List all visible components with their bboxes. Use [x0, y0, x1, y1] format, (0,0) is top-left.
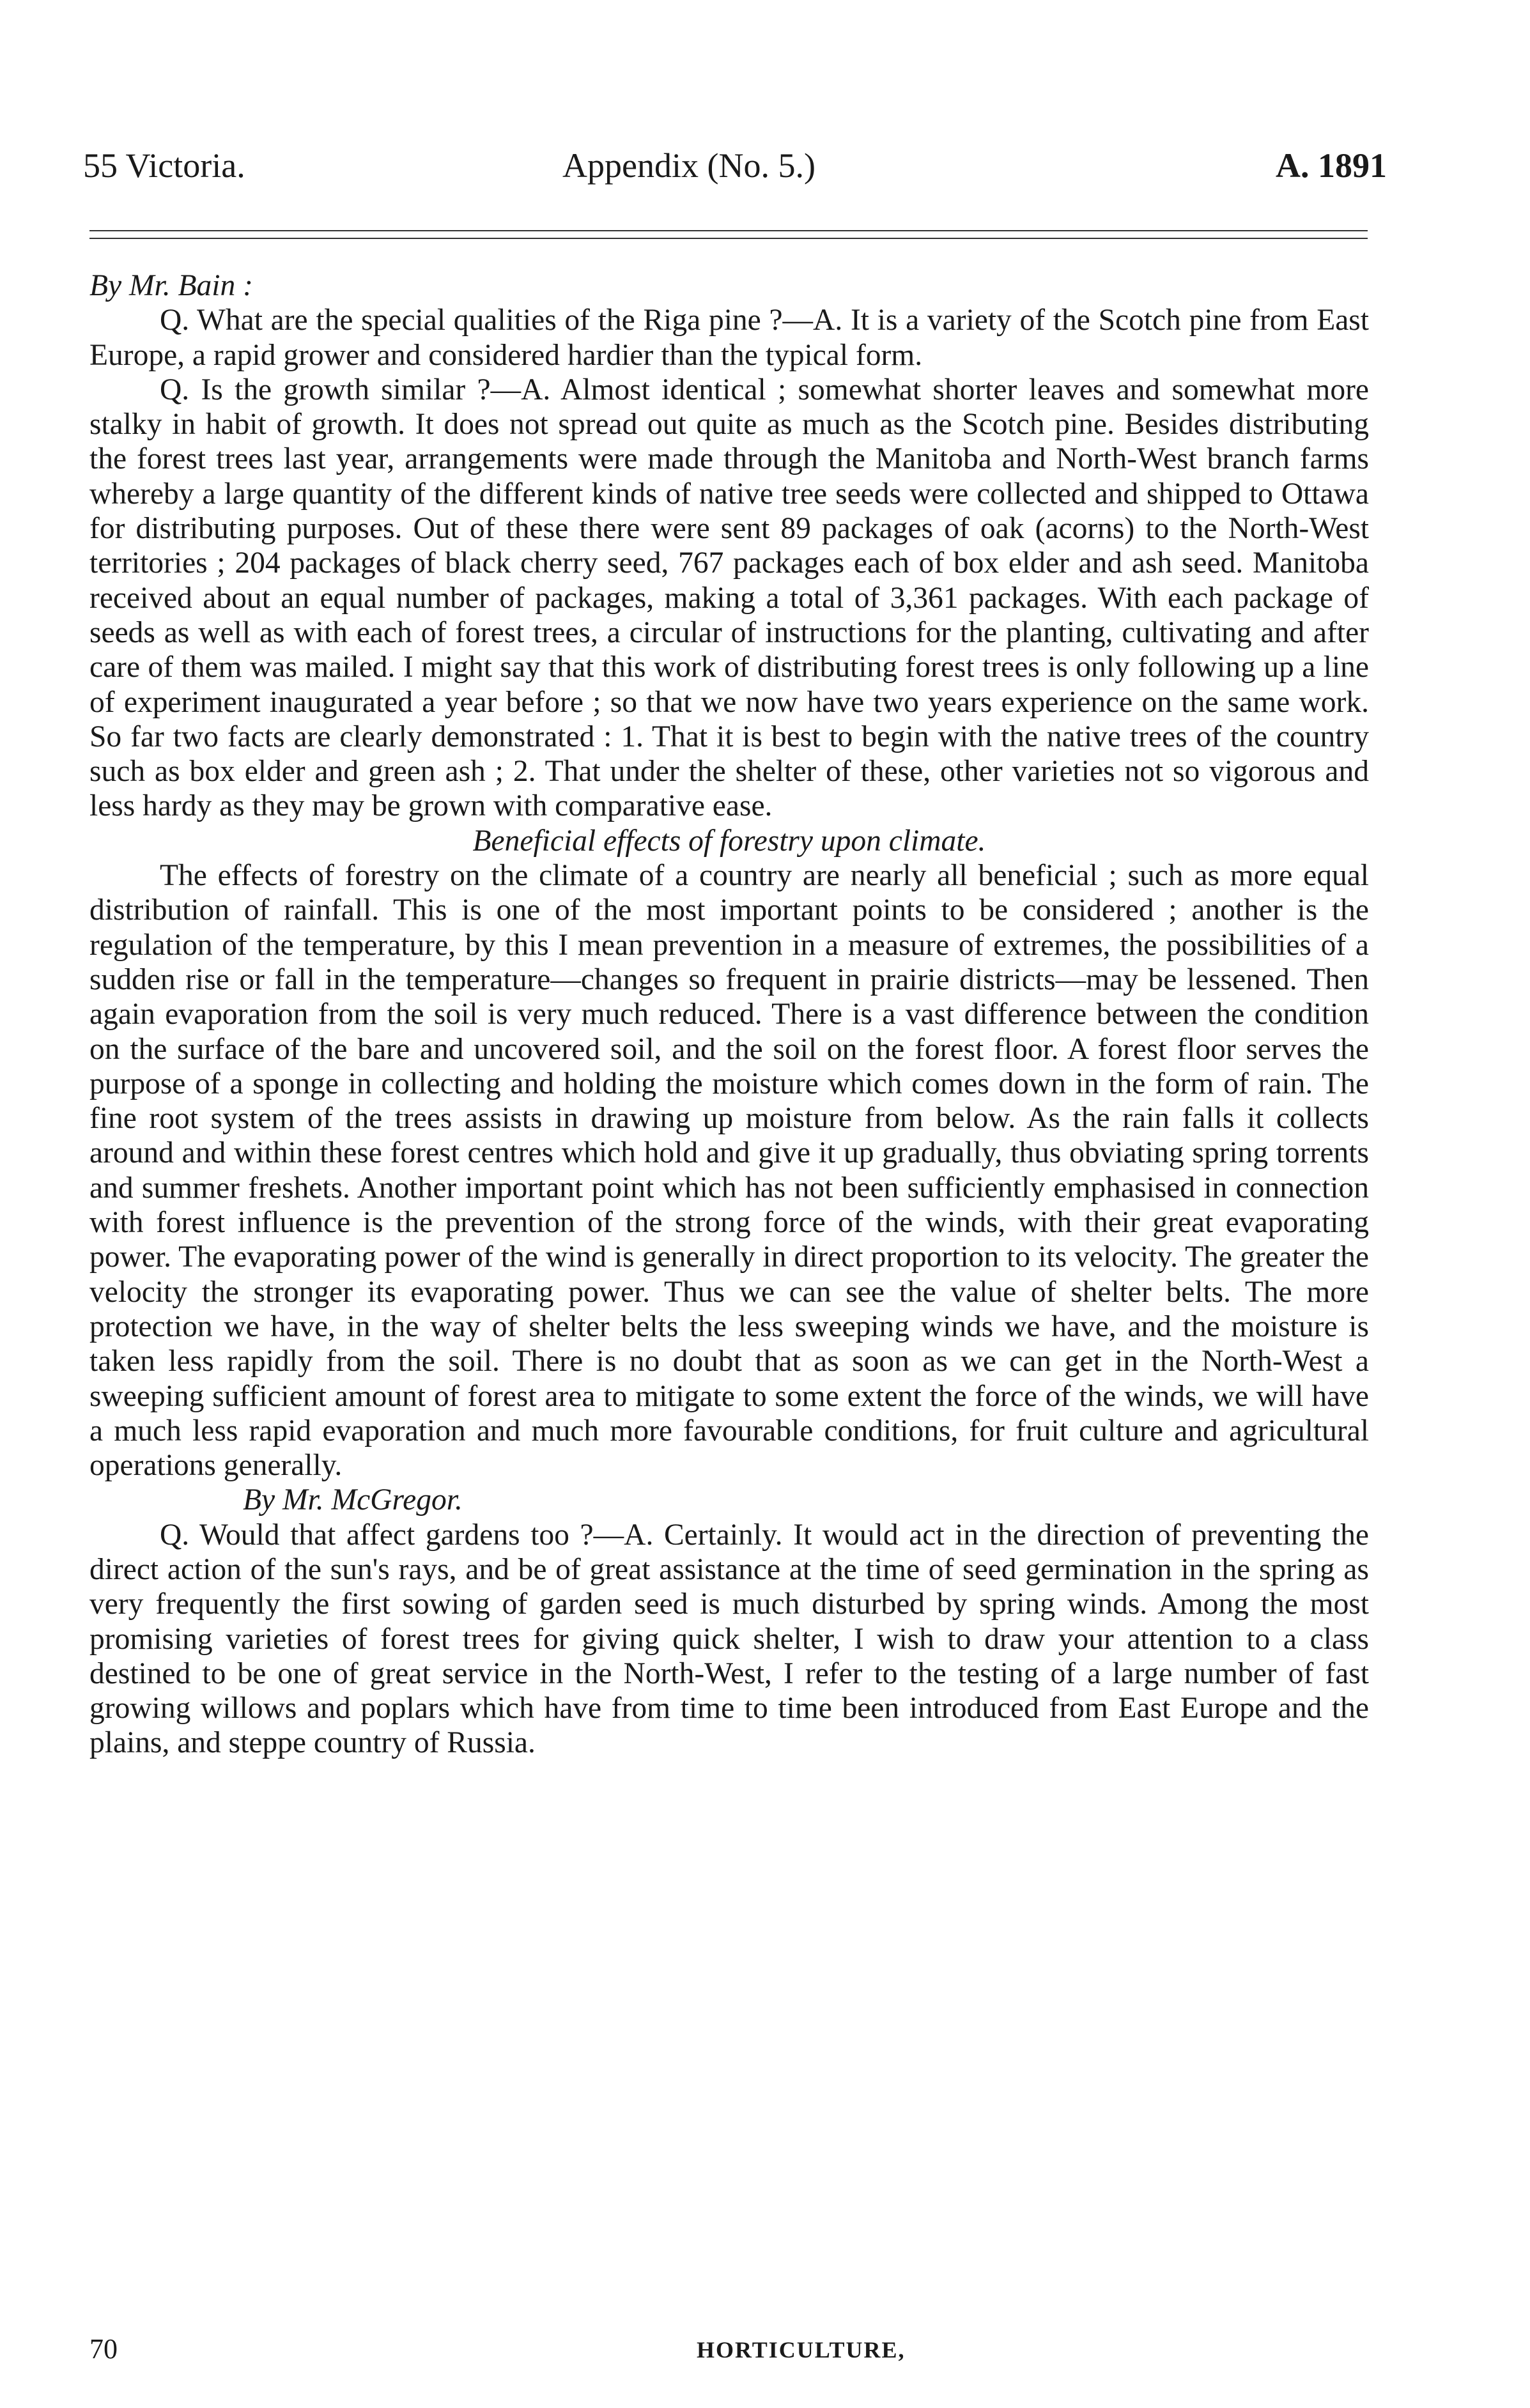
- header-rule-bottom: [89, 238, 1368, 239]
- question-answer-growth: Q. Is the growth similar ?—A. Almost identical ; somewhat shorter leaves and somewhat more stalky in habit of growth. It does not spread out quite as much as the Scotch pine. Besides distributing the forest trees last year, arrangements were made through the Manitoba and North-West branch farms whereby a large quantity of the different kinds of native tree seeds were collected and shipped to Ottawa for distributing purposes. Out of these there were sent 89 packages of oak (acorns) to the North-West territories ; 204 packages of black cherry seed, 767 packages each of box elder and ash seed. Manitoba received about an equal number of packages, making a total of 3,361 packages. With each package of seeds as well as with each of forest trees, a circular of instructions for the planting, cultivating and after care of them was mailed. I might say that this work of distributing forest trees is only following up a line of experiment inaugurated a year before ; so that we now have two years experience on the same work. So far two facts are clearly demonstrated : 1. That it is best to begin with the native trees of the country such as box elder and green ash ; 2. That under the shelter of these, other varieties not so vigorous and less hardy as they may be grown with comparative ease.: [89, 373, 1369, 823]
- document-body: [89, 268, 1369, 1761]
- question-answer-riga-pine: Q. What are the special qualities of the Riga pine ?—A. It is a variety of the Scotch pine from East Europe, a rapid grower and considered hardier than the typical form.: [89, 304, 1369, 372]
- speaker-label-bain: By Mr. Bain :: [89, 269, 253, 302]
- section-heading: Beneficial effects of forestry upon climate.: [472, 824, 986, 858]
- header-appendix: Appendix (No. 5.): [562, 146, 815, 185]
- speaker-label-mcgregor: By Mr. McGregor.: [243, 1483, 463, 1517]
- header-year: A. 1891: [1276, 146, 1387, 185]
- page-number: 70: [89, 2333, 118, 2365]
- page-footer: [89, 2333, 1368, 2371]
- running-title: HORTICULTURE,: [697, 2337, 906, 2363]
- page-header: [83, 146, 1387, 190]
- header-rule-top: [89, 230, 1368, 231]
- header-session: 55 Victoria.: [83, 146, 245, 185]
- paragraph-climate-effects: The effects of forestry on the climate of a country are nearly all beneficial ; such as more equal distribution of rainfall. This is one of the most important points to be considered ; another is the regulation of the temperature, by this I mean prevention in a measure of extremes, the possibilities of a sudden rise or fall in the temperature—changes so frequent in prairie districts—may be lessened. Then again evaporation from the soil is very much reduced. There is a vast difference between the condition on the surface of the bare and uncovered soil, and the soil on the forest floor. A forest floor serves the purpose of a sponge in collecting and holding the moisture which comes down in the form of rain. The fine root system of the trees assists in drawing up moisture from below. As the rain falls it collects around and within these forest centres which hold and give it up gradually, thus obviating spring torrents and summer freshets. Another important point which has not been sufficiently emphasised in connection with forest influence is the prevention of the strong force of the winds, with their great evaporating power. The evaporating power of the wind is generally in direct proportion to its velocity. The greater the velocity the stronger its evaporating power. Thus we can see the value of shelter belts. The more protection we have, in the way of shelter belts the less sweeping winds we have, and the moisture is taken less rapidly from the soil. There is no doubt that as soon as we can get in the North-West a sweeping sufficient amount of forest area to mitigate to some extent the force of the winds, we will have a much less rapid evaporation and much more favourable conditions, for fruit culture and agricultural operations generally.: [89, 859, 1369, 1483]
- question-answer-gardens: Q. Would that affect gardens too ?—A. Certainly. It would act in the direction of preventing the direct action of the sun's rays, and be of great assistance at the time of seed germination in the spring as very frequently the first sowing of garden seed is much disturbed by spring winds. Among the most promising varieties of forest trees for giving quick shelter, I wish to draw your attention to a class destined to be one of great service in the North-West, I refer to the testing of a large number of fast growing willows and poplars which have from time to time been introduced from East Europe and the plains, and steppe country of Russia.: [89, 1518, 1369, 1760]
